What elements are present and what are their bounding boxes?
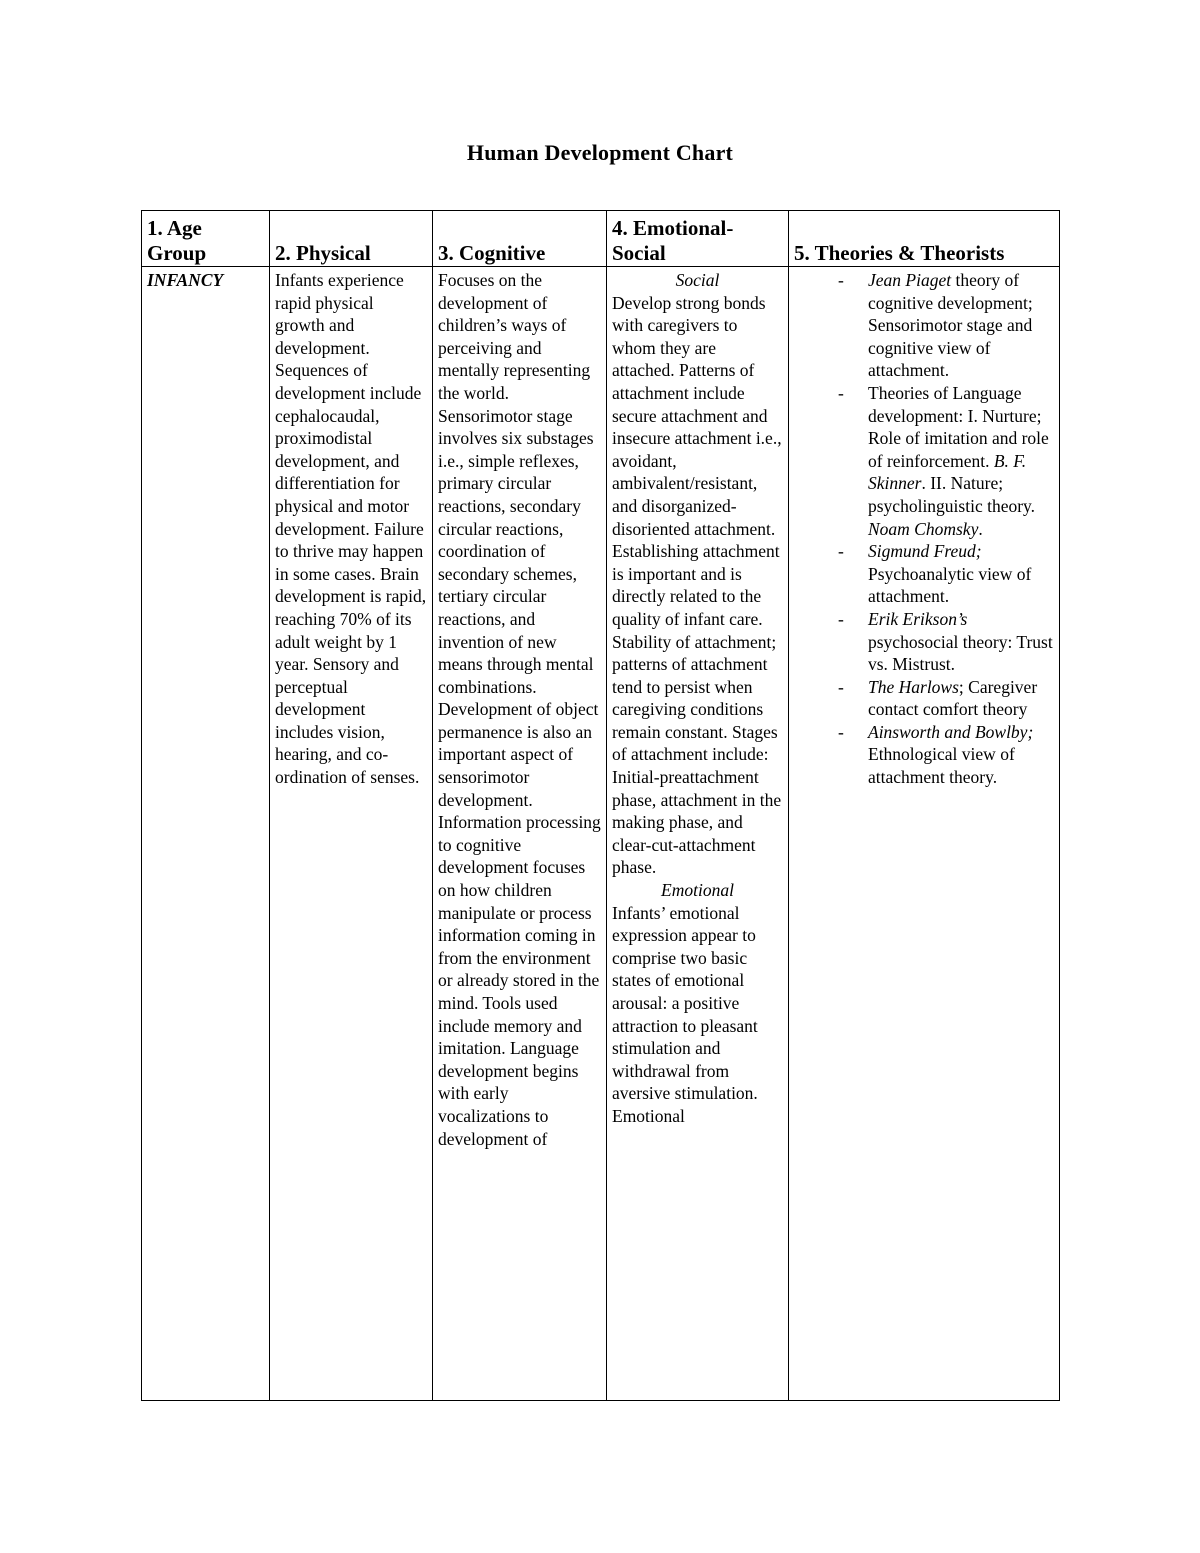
page-title: Human Development Chart <box>466 140 734 165</box>
cell-theories <box>789 267 1060 1401</box>
header-physical: 2. Physical <box>270 211 433 267</box>
cell-age-group: INFANCY <box>142 267 270 1401</box>
theory-item-freud: - Sigmund Freud; Psychoanalytic view of attachment. <box>794 540 1054 608</box>
cell-cognitive <box>433 267 607 1401</box>
social-text: Develop strong bonds with caregivers to whom they are attached. Patterns of attachment include secure attachment and insecure attachment i.e., avoidant, ambivalent/resistant, and disorganized-disoriented attachment. Establishing attachment is important and is directly related to the quality of infant care. Stability of attachment; patterns of attachment tend to persist when caregiving conditions remain constant. Stages of attachment include: Initial-preattachment phase, attachment in the making phase, and clear-cut-attachment phase. <box>612 292 782 878</box>
table-row-infancy <box>142 267 1060 1401</box>
cognitive-text: Focuses on the development of children’s ways of perceiving and mentally representing the world. Sensorimotor stage involves six substages i.e., simple reflexes, primary circular reactions, secondary circular reactions, coordination of secondary schemes, tertiary circular reactions, and invention of new means through mental combinations. Development of object permanence is also an important aspect of sensorimotor development. Information processing to cognitive development focuses on how children manipulate or process information coming in from the environment or already stored in the mind. Tools used include memory and imitation. Language development begins with early vocalizations to development of <box>438 270 601 1149</box>
header-row <box>142 211 1060 267</box>
theory-item-piaget: - Jean Piaget theory of cognitive development; Sensorimotor stage and cognitive view of attachment. <box>794 269 1054 382</box>
header-emotional-social: 4. Emotional-Social <box>607 211 789 267</box>
theory-item-erikson: - Erik Erikson’s psychosocial theory: Trust vs. Mistrust. <box>794 608 1054 676</box>
theory-item-harlows: - The Harlows; Caregiver contact comfort theory <box>794 676 1054 721</box>
emotional-text: Infants’ emotional expression appear to comprise two basic states of emotional arousal: a positive attraction to pleasant stimulation and withdrawal from aversive stimulation. Emotional <box>612 902 758 1126</box>
header-cognitive: 3. Cognitive <box>433 211 607 267</box>
emotional-social-content <box>612 269 783 1399</box>
theory-item-ainsworth-bowlby: - Ainsworth and Bowlby; Ethnological view of attachment theory. <box>794 721 1054 789</box>
development-chart-table <box>141 210 1060 1401</box>
header-age-group: 1. Age Group <box>142 211 270 267</box>
cell-emotional-social <box>607 267 789 1401</box>
theory-item-language: - Theories of Language development: I. Nurture; Role of imitation and role of reinforcement. B. F. Skinner. II. Nature; psycholinguistic theory. Noam Chomsky. <box>794 382 1054 540</box>
emotional-subheading: Emotional <box>661 880 734 901</box>
social-subheading: Social <box>675 270 720 290</box>
theories-list <box>794 269 1054 789</box>
cell-physical: Infants experience rapid physical growth and development. Sequences of development include cephalocaudal, proximodistal development, and differentiation for physical and motor development. Failure to thrive may happen in some cases. Brain development is rapid, reaching 70% of its adult weight by 1 year. Sensory and perceptual development includes vision, hearing, and co-ordination of senses. <box>270 267 433 1401</box>
header-theories: 5. Theories & Theorists <box>789 211 1060 267</box>
